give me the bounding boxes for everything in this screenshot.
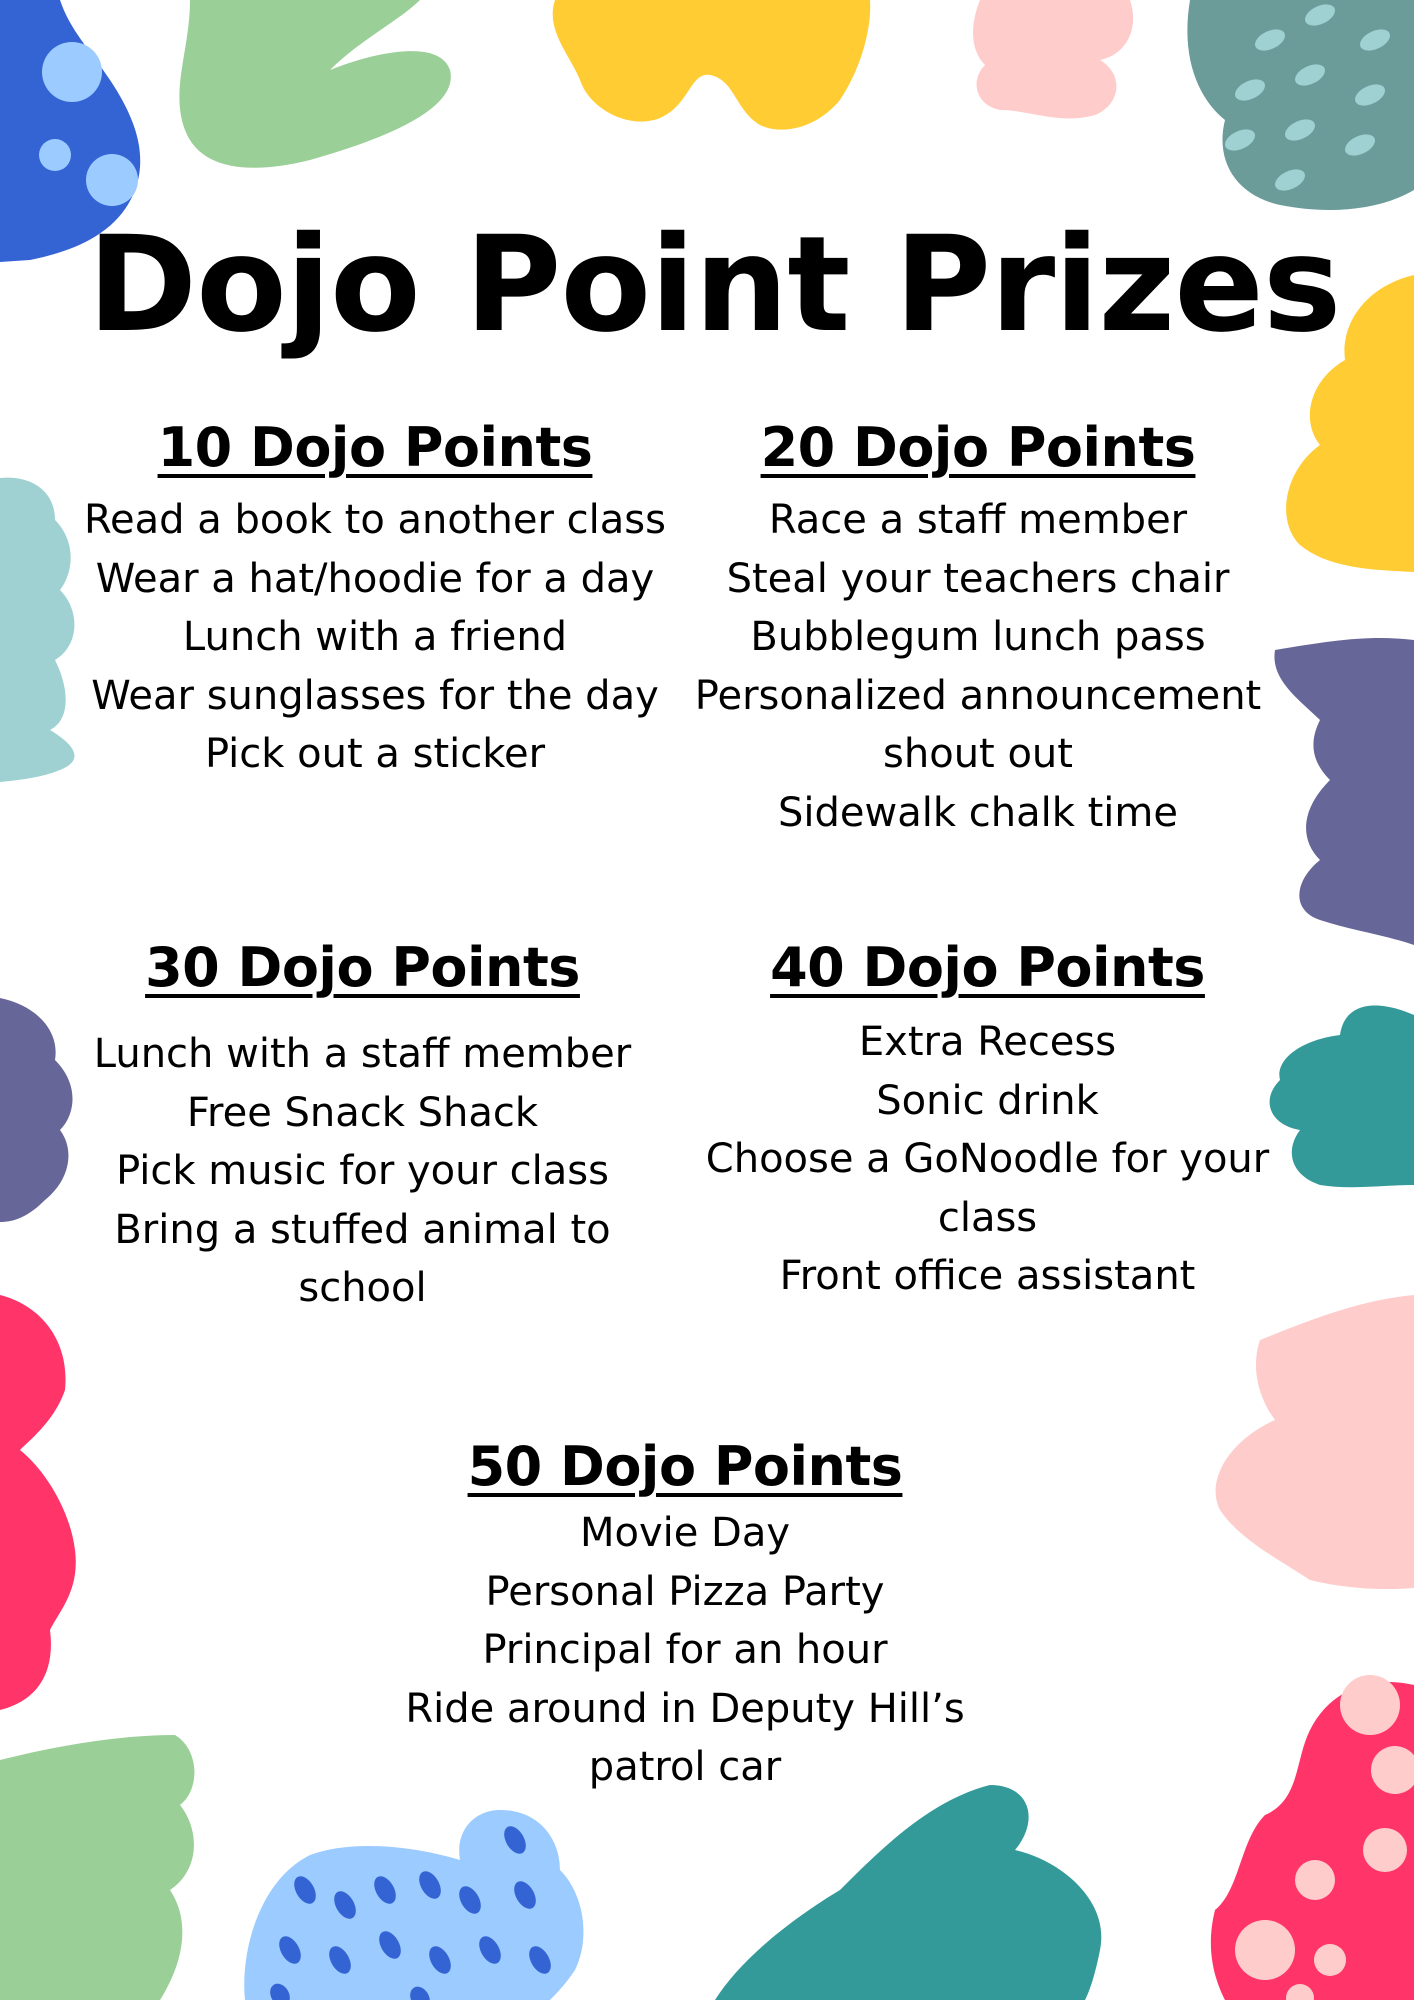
section-heading: 10 Dojo Points <box>157 416 593 479</box>
prize-item: Principal for an hour <box>482 1627 888 1673</box>
prize-item: Pick music for your class <box>116 1148 609 1194</box>
section-10-points <box>40 413 710 784</box>
teal-bottom-blob <box>715 1785 1101 2000</box>
prize-item: Personalized announcement <box>694 672 1262 719</box>
green-bottom-blob <box>0 1735 194 2000</box>
section-heading: 50 Dojo Points <box>467 1435 903 1498</box>
prize-item: patrol car <box>588 1744 782 1790</box>
prize-item: Wear sunglasses for the day <box>91 672 659 719</box>
prize-list <box>360 1504 1010 1797</box>
hot-pink-left-blob <box>0 1295 76 1710</box>
blue-blob-dot <box>42 42 102 102</box>
prize-item: Front office assistant <box>779 1253 1196 1299</box>
section-30-points <box>40 933 685 1318</box>
yellow-blob <box>553 0 871 130</box>
prize-item: Sidewalk chalk time <box>778 789 1178 836</box>
prize-item: school <box>298 1265 427 1311</box>
blue-blob-dot <box>39 139 71 171</box>
page-title: Dojo Point Prizes <box>87 208 1341 362</box>
prize-item: class <box>937 1194 1038 1241</box>
prize-list <box>680 1013 1295 1306</box>
section-heading: 40 Dojo Points <box>770 936 1205 999</box>
blue-blob-dot <box>86 154 138 206</box>
prize-item: Wear a hat/hoodie for a day <box>95 555 655 602</box>
prize-item: Read a book to another class <box>84 497 666 543</box>
prize-item: shout out <box>883 731 1073 777</box>
section-heading: 30 Dojo Points <box>145 936 580 999</box>
green-blob <box>179 0 450 168</box>
section-40-points <box>680 933 1295 1306</box>
prize-item: Race a staff member <box>768 497 1188 543</box>
prize-item: Lunch with a friend <box>182 614 568 660</box>
prize-item: Extra Recess <box>858 1019 1117 1065</box>
section-heading: 20 Dojo Points <box>760 416 1196 479</box>
prize-item: Ride around in Deputy Hill’s <box>405 1685 965 1732</box>
prize-item: Steal your teachers chair <box>726 555 1230 602</box>
prize-list <box>673 491 1283 842</box>
prize-item: Bring a stuffed animal to <box>114 1206 611 1253</box>
pink-right-blob <box>1216 1295 1414 1589</box>
section-50-points <box>360 1432 1010 1797</box>
prize-item: Movie Day <box>579 1510 791 1556</box>
prize-item: Choose a GoNoodle for your <box>705 1136 1270 1182</box>
prize-item: Bubblegum lunch pass <box>750 614 1206 660</box>
section-20-points <box>673 413 1283 842</box>
prize-item: Lunch with a staff member <box>93 1031 632 1077</box>
purple-right-blob <box>1274 638 1414 945</box>
prize-item: Free Snack Shack <box>186 1089 539 1136</box>
prize-list <box>40 491 710 784</box>
prize-item: Pick out a sticker <box>204 731 546 777</box>
prize-item: Sonic drink <box>876 1077 1099 1124</box>
pink-blob <box>973 0 1133 118</box>
prize-item: Personal Pizza Party <box>485 1568 885 1615</box>
prize-list <box>40 1025 685 1318</box>
